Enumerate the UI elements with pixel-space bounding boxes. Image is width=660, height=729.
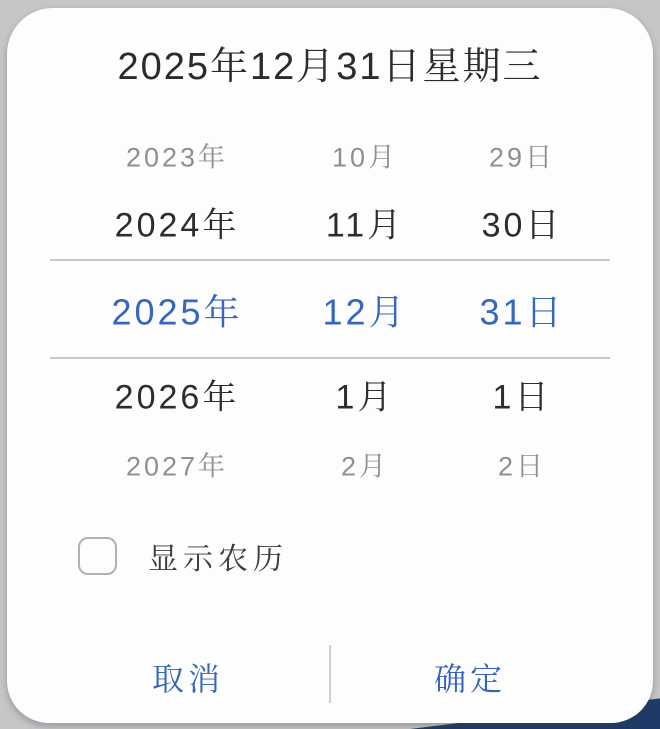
lunar-calendar-label[interactable]: 显示农历 [148, 543, 288, 576]
lunar-calendar-option [78, 536, 288, 576]
selection-divider-top [50, 259, 610, 261]
month-wheel-item-selected[interactable]: 12月 [322, 291, 408, 333]
month-wheel-item[interactable]: 11月 [325, 206, 405, 245]
button-divider [329, 645, 331, 703]
lunar-calendar-checkbox[interactable] [78, 537, 117, 575]
year-wheel-item[interactable]: 2024年 [114, 206, 240, 245]
year-wheel-item[interactable]: 2023年 [125, 142, 229, 173]
year-wheel-item-selected[interactable]: 2025年 [111, 291, 243, 333]
day-wheel-item[interactable]: 30日 [481, 206, 563, 245]
day-wheel-item-selected[interactable]: 31日 [479, 291, 565, 333]
confirm-button[interactable]: 确定 [433, 661, 507, 697]
selected-date-title: 2025年12月31日星期三 [117, 46, 543, 88]
year-wheel-item[interactable]: 2026年 [114, 378, 240, 417]
month-wheel-item[interactable]: 2月 [340, 451, 390, 482]
day-wheel-item[interactable]: 29日 [488, 142, 556, 173]
day-wheel-item[interactable]: 2日 [497, 451, 547, 482]
cancel-button[interactable]: 取消 [151, 661, 225, 697]
month-wheel-item[interactable]: 1月 [335, 378, 395, 417]
date-picker-dialog [7, 8, 653, 723]
day-wheel-item[interactable]: 1日 [492, 378, 552, 417]
selection-divider-bottom [50, 357, 610, 359]
month-wheel-item[interactable]: 10月 [331, 142, 399, 173]
year-wheel-item[interactable]: 2027年 [125, 451, 229, 482]
